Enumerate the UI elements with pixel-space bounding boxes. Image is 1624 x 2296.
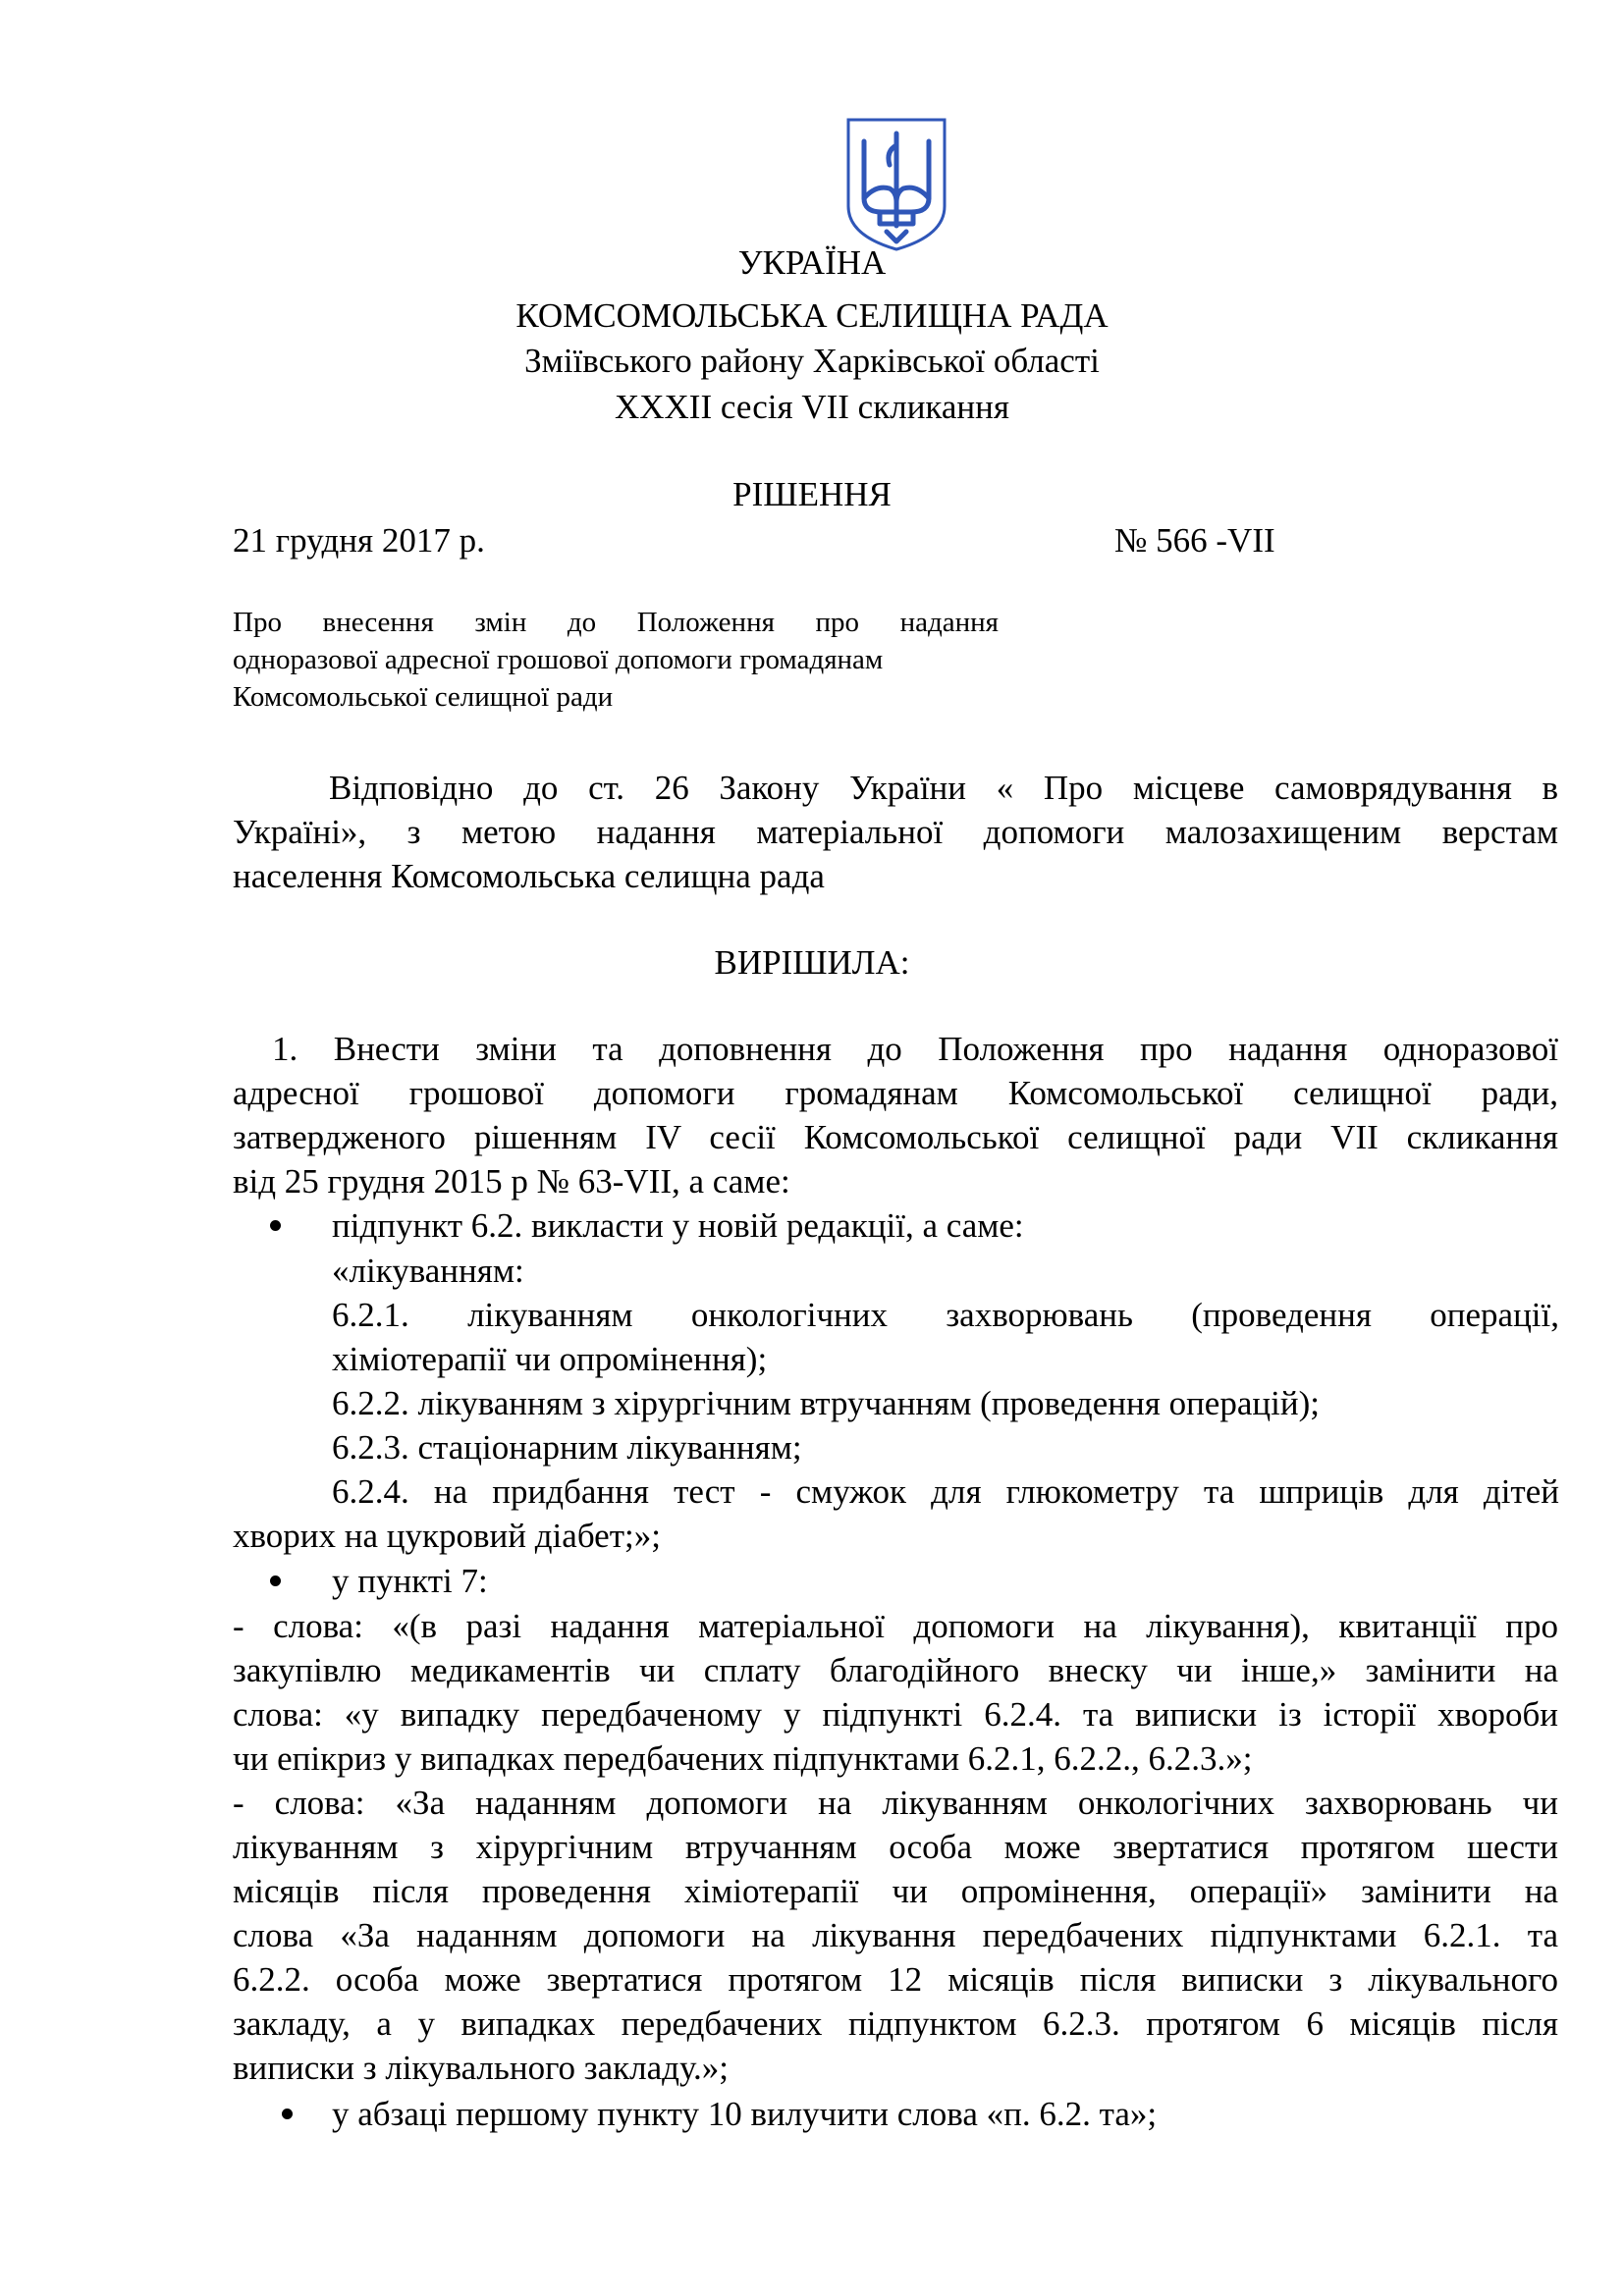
preamble: [233, 766, 1558, 898]
session-name: ХХХІІ сесія VII скликання: [614, 388, 1009, 426]
region-name: Зміївського району Харківської області: [524, 342, 1100, 380]
bullet-3: у абзаці першому пункту 10 вилучити слова «п. 6.2. та»;: [332, 2095, 1158, 2133]
item-1-line: 1. Внести зміни та доповнення до Положення про надання одноразової: [272, 1030, 1558, 1068]
decision-subject: [233, 604, 999, 716]
resolved-heading: ВИРІШИЛА:: [714, 943, 910, 982]
bullet-2-line: закупівлю медикаментів чи сплату благодійного внеску чи інше,» замінити на: [233, 1651, 1558, 1689]
bullet-2-line: чи епікриз у випадках передбачених підпунктами 6.2.1, 6.2.2., 6.2.3.»;: [233, 1739, 1253, 1778]
bullet-icon: [270, 1575, 281, 1586]
trident-coat-of-arms-icon: [842, 116, 950, 253]
item-1-line: адресної грошової допомоги громадянам Комсомольської селищної ради,: [233, 1074, 1558, 1112]
subparagraph-6-2-4: 6.2.4. на придбання тест - смужок для глюкометру та шприців для дітей: [332, 1472, 1559, 1511]
preamble-line: Україні», з метою надання матеріальної допомоги малозахищеним верстам: [233, 813, 1558, 851]
bullet-2-line: лікуванням з хірургічним втручанням особа може звертатися протягом шести: [233, 1828, 1558, 1866]
country-name: УКРАЇНА: [737, 243, 887, 282]
bullet-2-line: - слова: «(в разі надання матеріальної допомоги на лікування), квитанції про: [233, 1607, 1558, 1645]
bullet-2-line: слова «За наданням допомоги на лікування передбачених підпунктами 6.2.1. та: [233, 1916, 1558, 1954]
subparagraph-6-2-1-cont: хіміотерапії чи опромінення);: [332, 1340, 768, 1378]
decision-date: 21 грудня 2017 р.: [233, 521, 485, 560]
bullet-2-line: слова: «у випадку передбаченому у підпункті 6.2.4. та виписки із історії хвороби: [233, 1695, 1558, 1734]
subparagraph-6-2-1: 6.2.1. лікуванням онкологічних захворювань (проведення операції,: [332, 1296, 1559, 1334]
bullet-2-body: [233, 1604, 1558, 2090]
item-1-line: затвердженого рішенням IV сесії Комсомольської селищної ради VII скликання: [233, 1118, 1558, 1156]
item-1: [233, 1027, 1558, 1203]
preamble-line: Відповідно до ст. 26 Закону України « Про місцеве самоврядування в: [329, 769, 1558, 807]
bullet-icon: [282, 2109, 293, 2119]
bullet-2-line: місяців після проведення хіміотерапії чи опромінення, операції» замінити на: [233, 1872, 1558, 1910]
preamble-line: населення Комсомольська селищна рада: [233, 857, 825, 895]
bullet-2-line: 6.2.2. особа може звертатися протягом 12 місяців після виписки з лікувального: [233, 1960, 1558, 1999]
subparagraph-6-2-4-cont: хворих на цукровий діабет;»;: [233, 1517, 661, 1555]
bullet-1-intro: підпункт 6.2. викласти у новій редакції, а саме:: [332, 1206, 1024, 1245]
council-name: КОМСОМОЛЬСЬКА СЕЛИЩНА РАДА: [515, 296, 1109, 335]
subparagraph-6-2-2: 6.2.2. лікуванням з хірургічним втручанням (проведення операцій);: [332, 1384, 1320, 1422]
decision-number: № 566 -VII: [1114, 521, 1275, 560]
bullet-1-body: [332, 1249, 1559, 1514]
bullet-2-line: - слова: «За наданням допомоги на лікуванням онкологічних захворювань чи: [233, 1784, 1558, 1822]
subject-line: Про внесення змін до Положення про надання: [233, 607, 999, 638]
subject-line: одноразової адресної грошової допомоги громадянам: [233, 644, 884, 675]
bullet-icon: [270, 1220, 281, 1231]
bullet-2-line: виписки з лікувального закладу.»;: [233, 2049, 729, 2087]
item-1-line: від 25 грудня 2015 р № 63-VII, а саме:: [233, 1162, 790, 1201]
subparagraph-6-2-3: 6.2.3. стаціонарним лікуванням;: [332, 1428, 802, 1467]
subject-line: Комсомольської селищної ради: [233, 681, 614, 713]
bullet-2-line: закладу, а у випадках передбачених підпунктом 6.2.3. протягом 6 місяців після: [233, 2004, 1558, 2043]
decision-title: РІШЕННЯ: [732, 475, 892, 513]
bullet-2-intro: у пункті 7:: [332, 1562, 488, 1600]
quote-open: «лікуванням:: [332, 1252, 524, 1290]
